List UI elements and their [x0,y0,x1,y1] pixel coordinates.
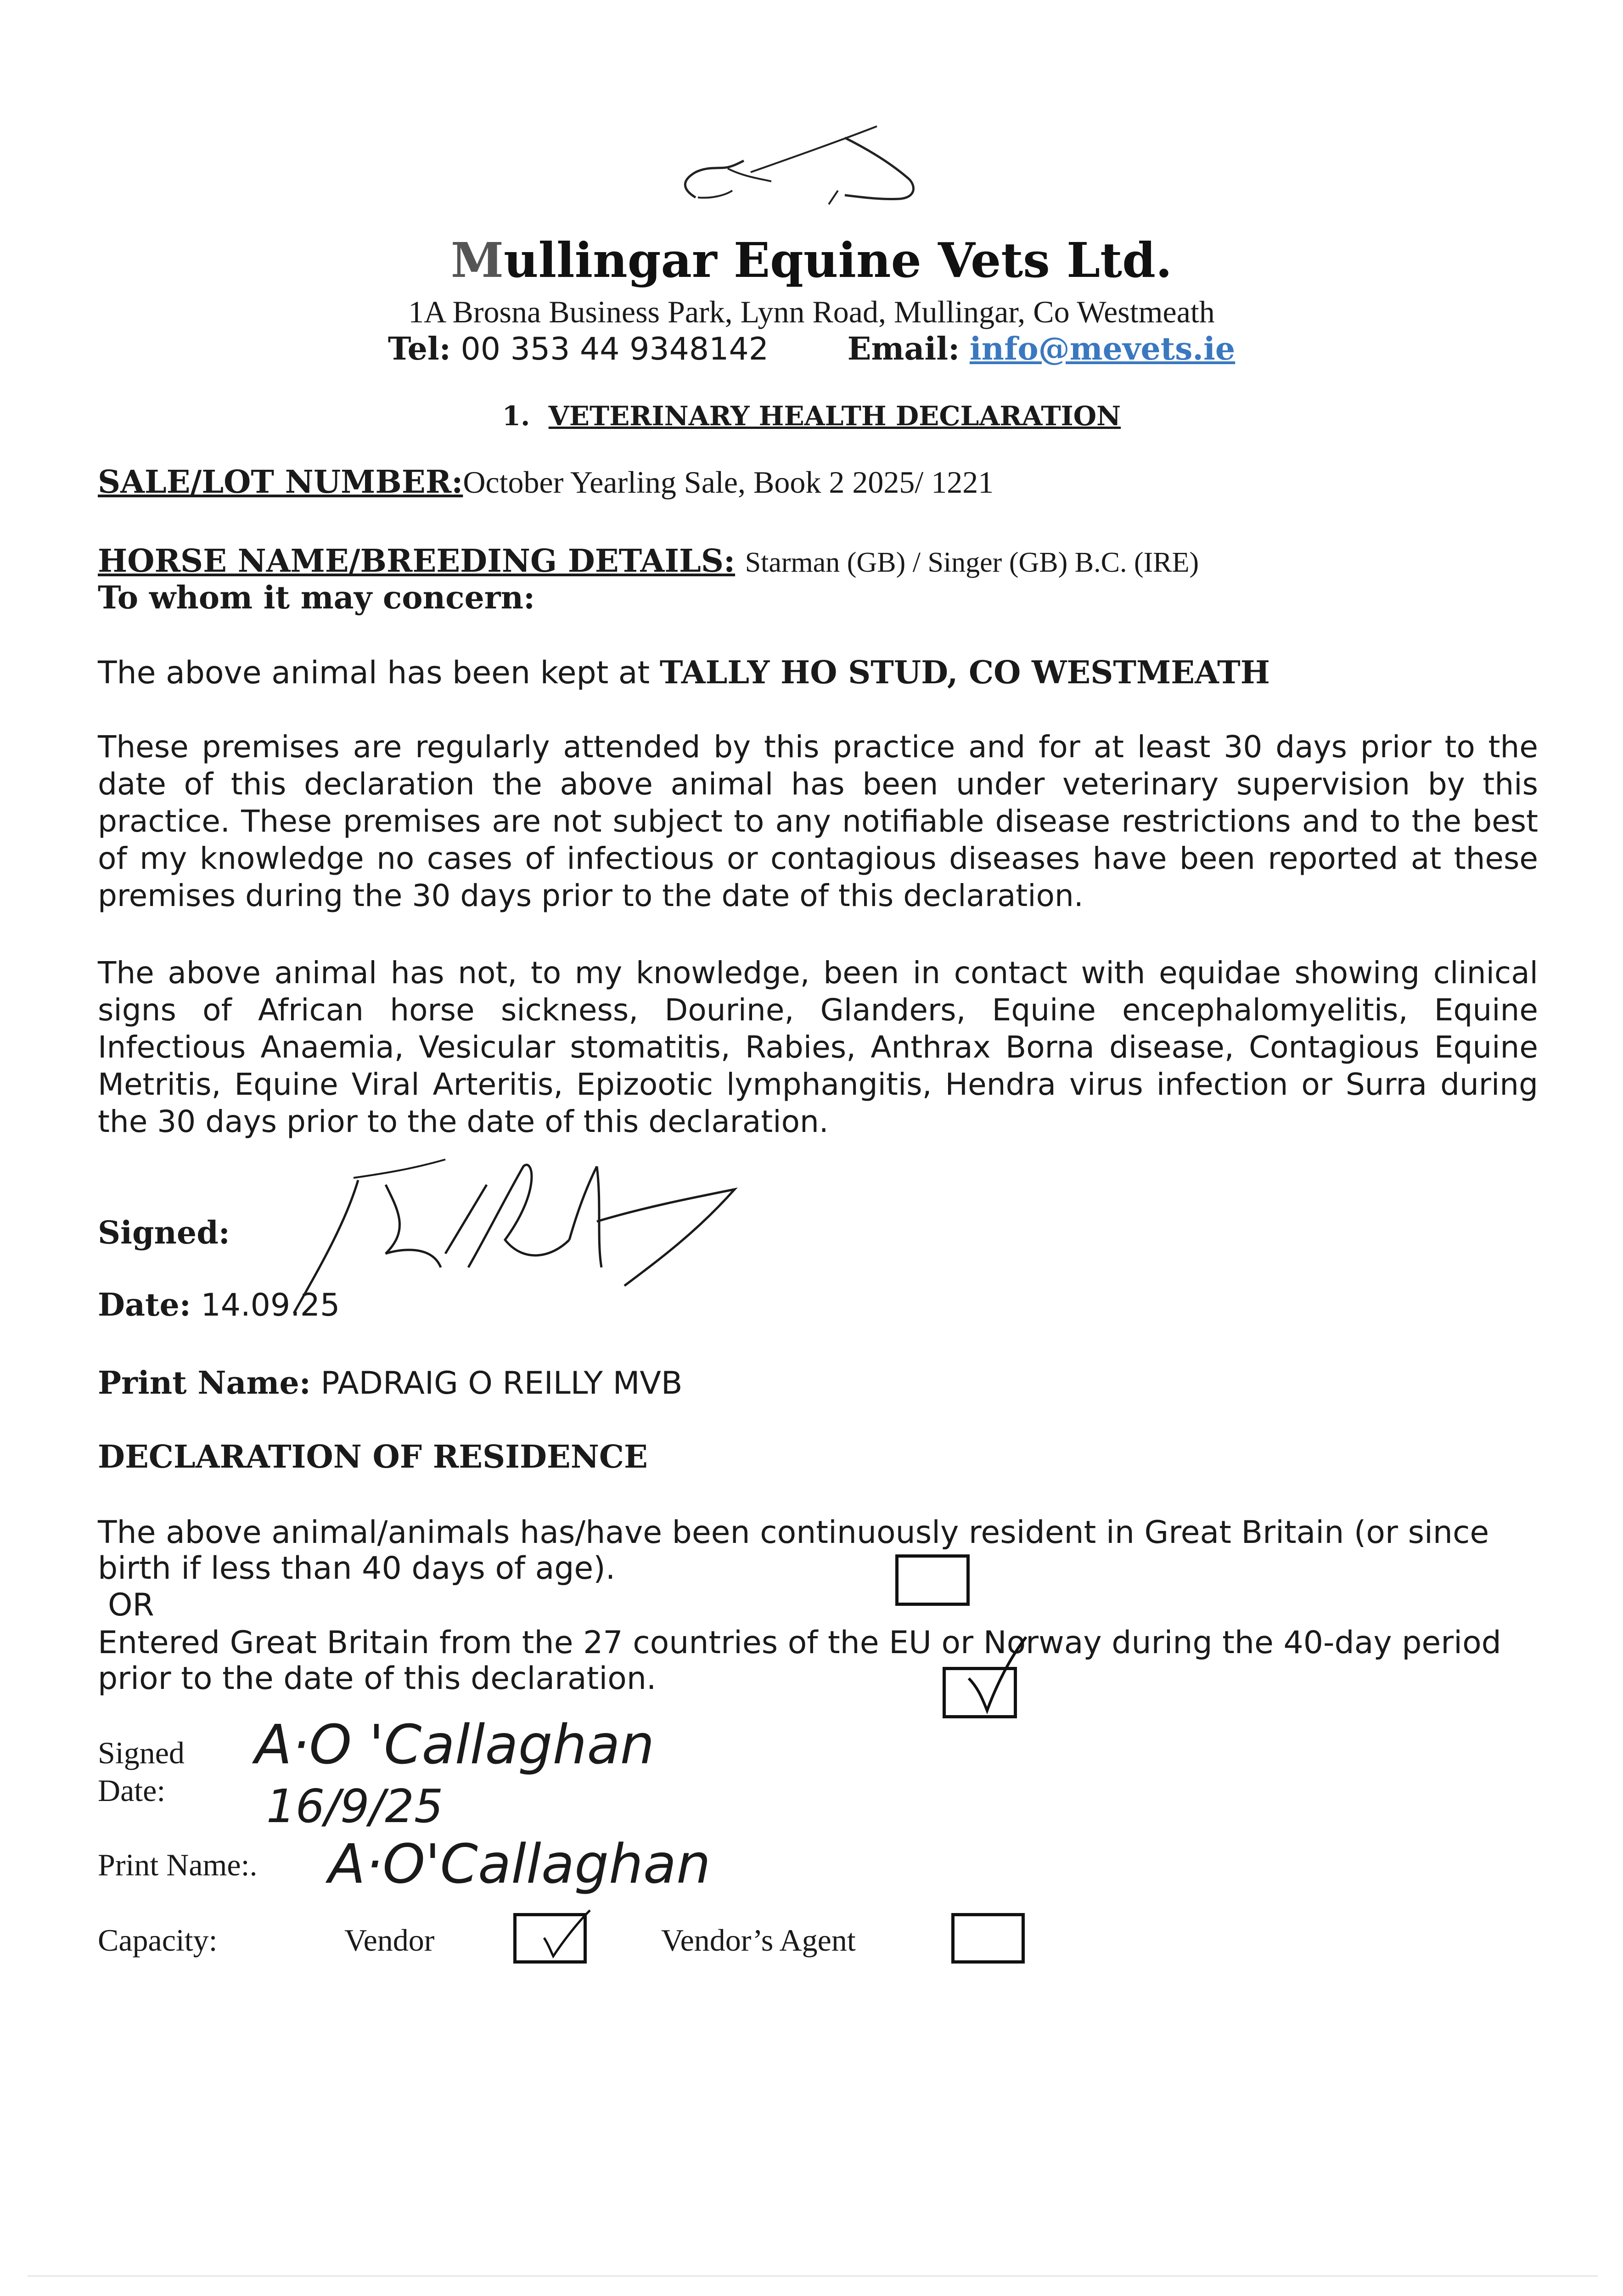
owner-print-name-value: A·O'Callaghan [328,1832,711,1896]
owner-signed-label: Signed [98,1735,185,1770]
tel-label: Tel: [387,331,451,367]
vendor-label: Vendor [344,1923,435,1958]
vet-date-label: Date: [98,1287,191,1323]
section-title: 1. VETERINARY HEALTH DECLARATION [502,400,1121,432]
horse-row [98,543,1199,580]
or-text: OR [108,1587,154,1623]
owner-print-name-label: Print Name:. [98,1847,258,1882]
residence-option-2-line-2: prior to the date of this declaration. [98,1660,657,1697]
page-edge-rule [28,2275,1598,2277]
contact-line [0,331,1623,367]
vet-signed-label: Signed: [98,1215,230,1251]
premises-name: TALLY HO STUD, CO WESTMEATH [659,654,1270,691]
company-name: Mullingar Equine Vets Ltd. [450,232,1173,288]
horse-label: HORSE NAME/BREEDING DETAILS: [98,543,736,580]
premises-paragraph: These premises are regularly attended by this practice and for at least 30 days prior to the date of this declaration the above animal has been under veterinary supervision by this practice. These premises are not subject to any notifiable disease restrictions and to the best of my knowledge no cases of infectious or contagious diseases have been reported at these premises during the 30 days prior to the date of this declaration. [98,729,1538,913]
vendor-check-mark-icon [542,1906,592,1961]
vet-print-name-label: Print Name: [98,1365,311,1401]
sale-lot-value: October Yearling Sale, Book 2 2025/ 1221 [463,465,994,500]
residence-option-1-line-2: birth if less than 40 days of age). [98,1550,616,1587]
vendor-agent-checkbox[interactable] [951,1913,1025,1964]
capacity-label: Capacity: [98,1923,218,1958]
residence-option-2-line-1: Entered Great Britain from the 27 countries of the EU or Norway during the 40-day period [98,1625,1501,1661]
sale-lot-label: SALE/LOT NUMBER: [98,464,463,501]
email-label: Email: [847,331,960,367]
contact-paragraph: The above animal has not, to my knowledge, been in contact with equidae showing clinical signs of African horse sickness, Dourine, Glanders, Equine encephalomyelitis, Equine Infectious Anaemia, Vesicular stomatitis, Rabies, Anthrax Borna disease, Contagious Equine Metritis, Equine Viral Arteritis, Epizootic lymphangitis, Hendra virus infection or Surra during the 30 days prior to the date of this declaration. [98,955,1538,1139]
residence-option-1-line-1: The above animal/animals has/have been continuously resident in Great Britain (or since [98,1514,1489,1551]
owner-date-label: Date: [98,1773,166,1808]
horse-head-logo-icon [652,117,950,227]
horse-value: Starman (GB) / Singer (GB) B.C. (IRE) [745,547,1199,578]
owner-signature: A·O 'Callaghan [255,1713,655,1776]
vet-date-row [98,1287,340,1323]
salutation: To whom it may concern: [98,580,535,616]
vendor-agent-label: Vendor’s Agent [661,1923,856,1958]
vet-print-name-row [98,1365,683,1401]
resident-checkbox[interactable] [895,1554,970,1606]
sale-lot-row [98,464,994,501]
company-address: 1A Brosna Business Park, Lynn Road, Mullingar, Co Westmeath [408,294,1215,329]
check-mark-icon [960,1635,1028,1717]
residence-title: DECLARATION OF RESIDENCE [98,1439,648,1475]
vet-date-value: 14.09.25 [201,1287,340,1323]
vet-print-name-value: PADRAIG O REILLY MVB [320,1365,683,1401]
tel-value: 00 353 44 9348142 [461,331,769,367]
kept-at-row: The above animal has been kept at TALLY HO STUD, CO WESTMEATH [98,654,1270,691]
email-link[interactable]: info@mevets.ie [969,331,1236,367]
owner-date-value: 16/9/25 [266,1779,444,1833]
